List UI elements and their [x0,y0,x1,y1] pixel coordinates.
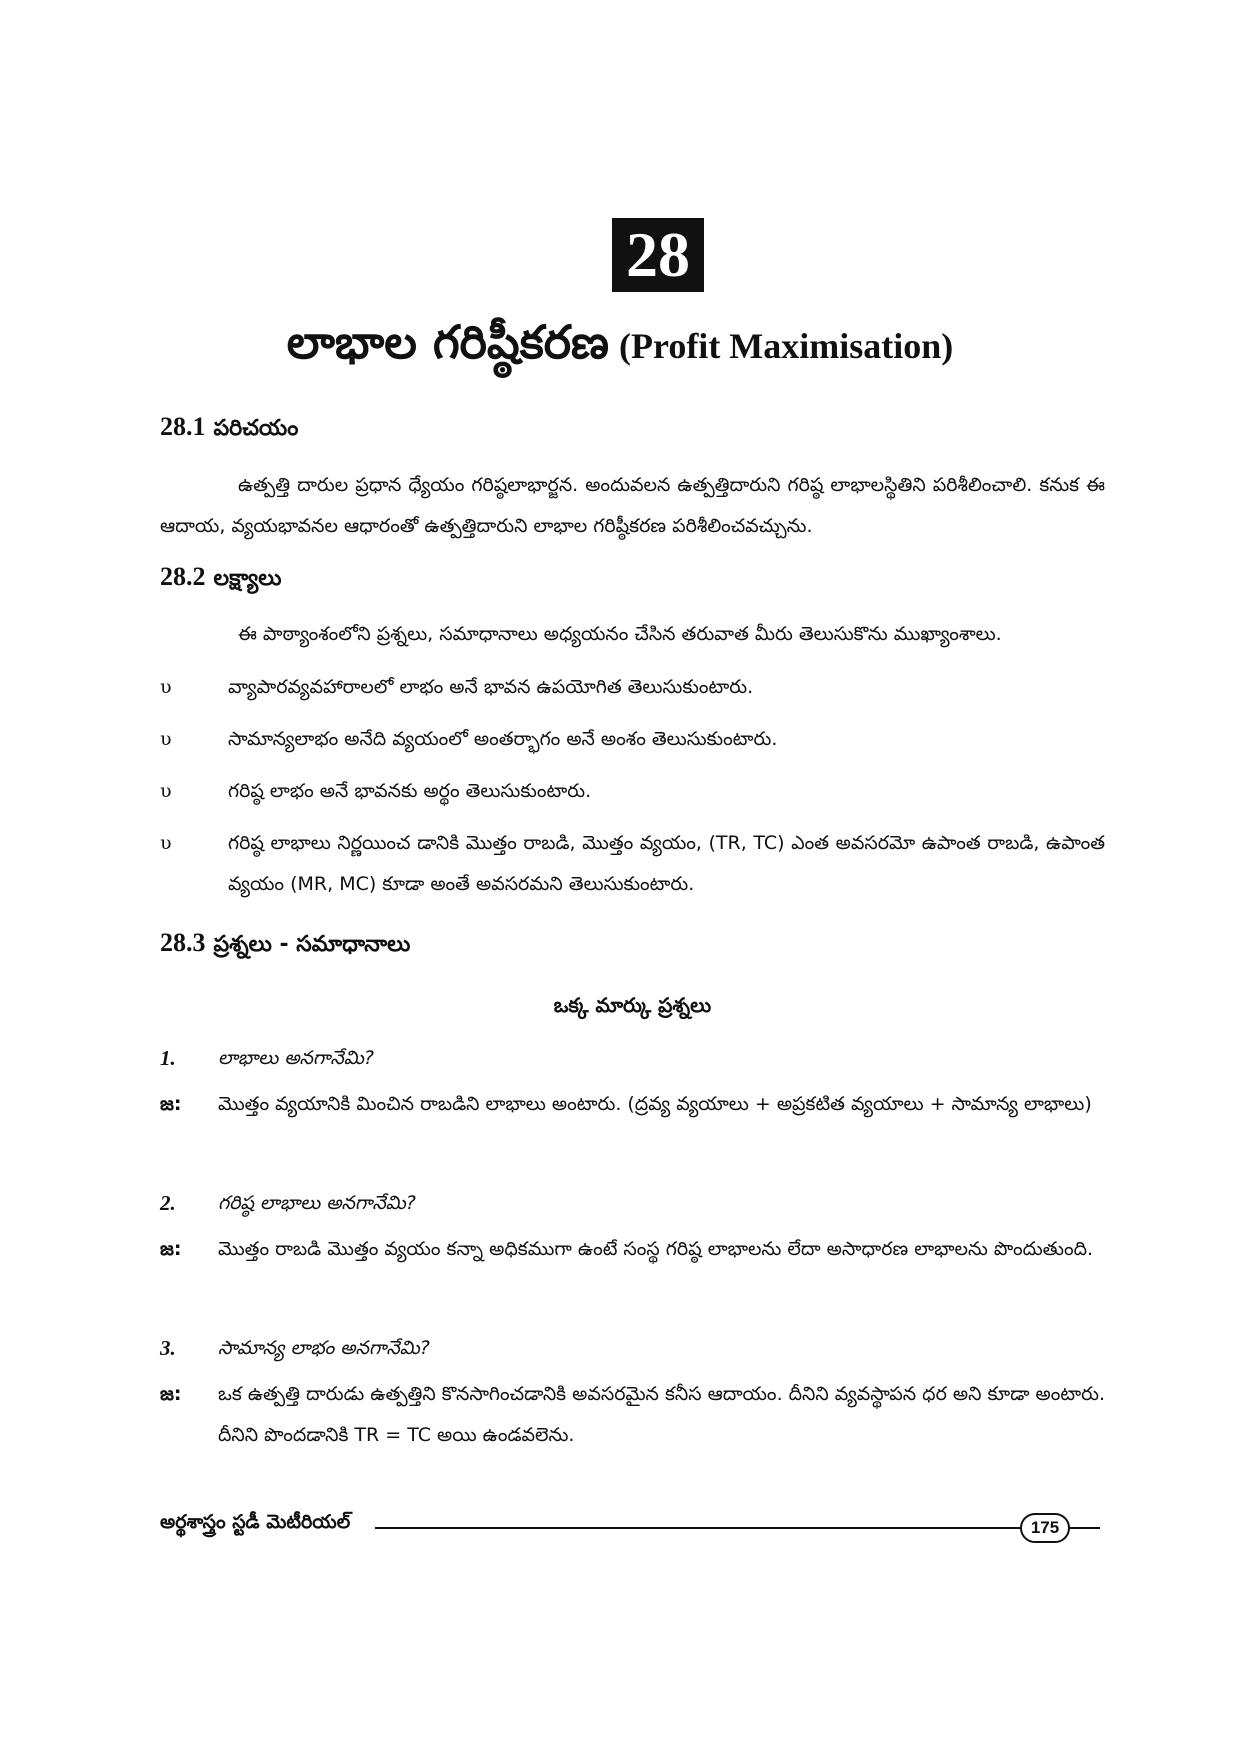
answer [160,1374,1105,1456]
page-number: 175 [1020,1513,1070,1543]
bullet-mark: υ [160,728,172,750]
section-heading-intro [160,412,298,446]
objectives-intro [160,614,1105,655]
chapter-title-english: (Profit Maximisation) [619,326,954,366]
list-item [160,667,1105,708]
section-heading-objectives [160,562,281,596]
question-text: లాభాలు అనగానేమి? [218,1047,374,1069]
list-item [160,823,1105,905]
section-title: పరిచయం [213,416,299,441]
question-number: 2. [160,1191,176,1215]
section-title: లక్ష్యాలు [213,566,282,591]
intro-paragraph [160,465,1105,547]
question-text: సామాన్య లాభం అనగానేమి? [218,1337,430,1359]
answer-text: మొత్తం రాబడి మొత్తం వ్యయం కన్నా అధికముగా ఉంటే సంస్థ గరిష్ఠ లాభాలను లేదా అసాధారణ లాభాలను పొందుతుంది. [218,1238,1094,1260]
list-item [160,719,1105,760]
section-number: 28.3 [160,928,206,957]
answer-text: మొత్తం వ్యయానికి మించిన రాబడిని లాభాలు అంటారు. (ద్రవ్య వ్యయాలు + అప్రకటిత వ్యయాలు + సామాన్య లాభాలు) [218,1093,1092,1115]
bullet-mark: υ [160,676,172,698]
bullet-mark: υ [160,780,172,802]
list-item-text: వ్యాపారవ్యవహారాలలో లాభం అనే భావన ఉపయోగిత తెలుసుకుంటారు. [228,676,754,698]
footer-rule [375,1527,1100,1529]
list-item-text: గరిష్ఠ లాభాలు నిర్ణయించ డానికి మొత్తం రాబడి, మొత్తం వ్యయం, (TR, TC) ఎంత అవసరమో ఉపాంత రాబడి, ఉపాంత వ్యయం (MR, MC) కూడా అంతే అవసరమని తెలుసుకుంటారు. [228,832,1105,895]
intro-paragraph-text: ఉత్పత్తి దారుల ప్రధాన ధ్యేయం గరిష్ఠలాభార్జన. అందువలన ఉత్పత్తిదారుని గరిష్ఠ లాభాలస్థితిని పరిశీలించాలి. కనుక ఈ ఆదాయ, వ్యయభావనల ఆధారంతో ఉత్పత్తిదారుని లాభాల గరిష్ఠీకరణ పరిశీలించవచ్చును. [160,474,1105,537]
section-number: 28.2 [160,562,206,591]
list-item-text: గరిష్ఠ లాభం అనే భావనకు అర్థం తెలుసుకుంటారు. [228,780,592,802]
chapter-title-telugu: లాభాల గరిష్ఠీకరణ [286,315,610,369]
section-heading-qa [160,928,410,962]
section-title: ప్రశ్నలు - సమాధానాలు [213,932,411,957]
question [160,1183,1105,1223]
section-number: 28.1 [160,412,206,441]
objectives-intro-text: ఈ పాఠ్యాంశంలోని ప్రశ్నలు, సమాధానాలు అధ్యయనం చేసిన తరువాత మీరు తెలుసుకొను ముఖ్యాంశాలు. [238,623,1002,645]
question-number: 3. [160,1336,176,1360]
footer-book-title: అర్థశాస్త్రం స్టడీ మెటీరియల్ [160,1511,351,1533]
question-number: 1. [160,1046,176,1070]
bullet-mark: υ [160,832,172,854]
answer-label: జ: [160,1093,182,1115]
list-item-text: సామాన్యలాభం అనేది వ్యయంలో అంతర్భాగం అనే అంశం తెలుసుకుంటారు. [228,728,778,750]
chapter-number: 28 [612,218,704,292]
answer-label: జ: [160,1383,182,1405]
question [160,1038,1105,1078]
answer-text: ఒక ఉత్పత్తి దారుడు ఉత్పత్తిని కొనసాగించడానికి అవసరమైన కనీస ఆదాయం. దీనిని వ్యవస్థాపన ధర అని కూడా అంటారు. దీనిని పొందడానికి TR = TC అయి ఉండవలెను. [218,1383,1105,1446]
answer [160,1229,1105,1270]
list-item [160,771,1105,812]
answer-label: జ: [160,1238,182,1260]
question [160,1328,1105,1368]
answer [160,1084,1105,1125]
question-text: గరిష్ఠ లాభాలు అనగానేమి? [218,1192,416,1214]
subheading-one-mark-questions: ఒక్క మార్కు ప్రశ్నలు [553,993,712,1017]
chapter-title [150,315,1090,381]
